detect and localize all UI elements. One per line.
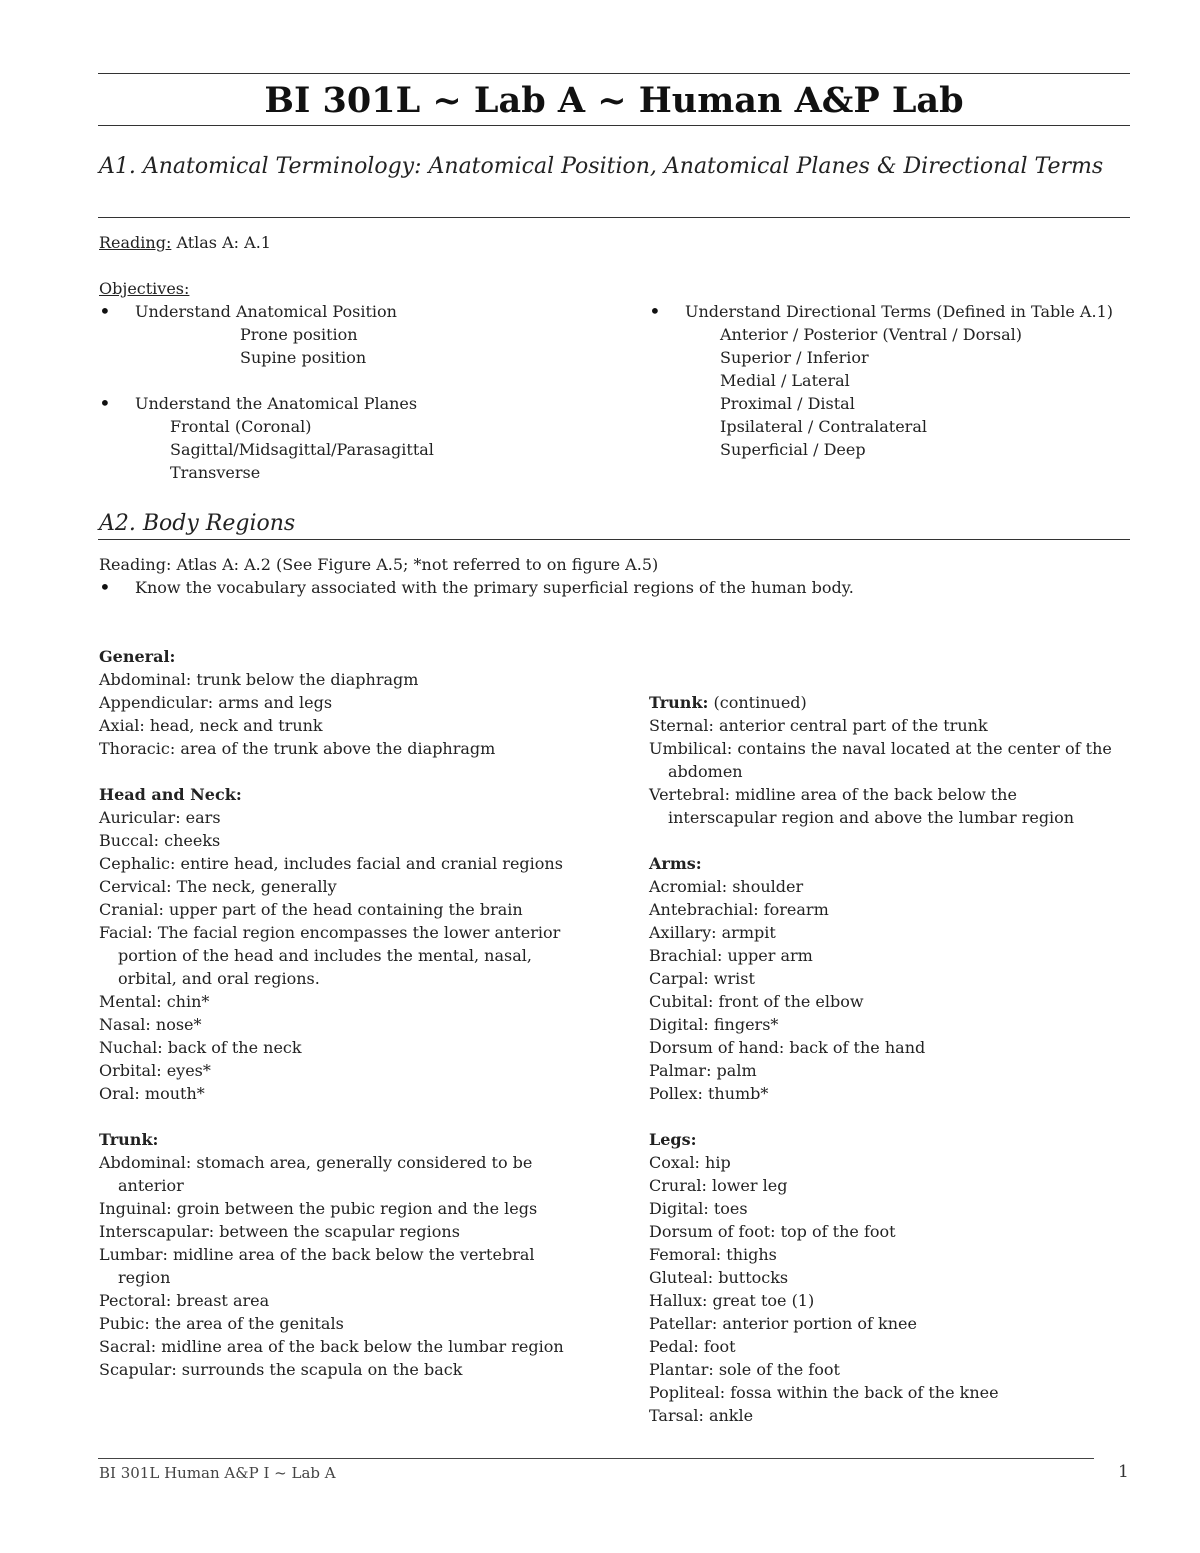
region-entry: Auricular: ears (99, 808, 221, 827)
bullet-icon (99, 300, 109, 324)
trunk-continued-suffix: (continued) (708, 693, 807, 712)
region-entry: Dorsum of hand: back of the hand (649, 1038, 926, 1057)
section-a1-heading: A1. Anatomical Terminology: Anatomical Position, Anatomical Planes & Directional Terms (99, 154, 1104, 179)
region-entry: Vertebral: midline area of the back below the interscapular region and above the lumbar region (649, 785, 1075, 827)
region-entry: Femoral: thighs (649, 1245, 777, 1264)
objective-label: Understand the Anatomical Planes (135, 394, 418, 413)
region-entry: Cranial: upper part of the head containing the brain (99, 900, 523, 919)
title-top-rule (98, 73, 1130, 74)
sublist-item: Supine position (240, 348, 367, 367)
sublist-item: Prone position (240, 325, 358, 344)
footer-text: BI 301L Human A&P I ~ Lab A (99, 1464, 336, 1482)
region-entry: Digital: toes (649, 1199, 748, 1218)
region-entry: Hallux: great toe (1) (649, 1291, 815, 1310)
region-entry: Cubital: front of the elbow (649, 992, 864, 1011)
region-entry: Antebrachial: forearm (649, 900, 829, 919)
a1-reading (99, 231, 271, 254)
footer-rule (98, 1458, 1094, 1459)
region-entry: Interscapular: between the scapular regions (99, 1222, 460, 1241)
region-entry: Pectoral: breast area (99, 1291, 270, 1310)
region-entry: Sternal: anterior central part of the trunk (649, 716, 988, 735)
page-number: 1 (1118, 1462, 1129, 1482)
region-entry: Inguinal: groin between the pubic region and the legs (99, 1199, 538, 1218)
sublist-item: Sagittal/Midsagittal/Parasagittal (170, 440, 434, 459)
head-neck-heading: Head and Neck: (99, 785, 242, 804)
region-entry: Pubic: the area of the genitals (99, 1314, 344, 1333)
region-entry: Scapular: surrounds the scapula on the back (99, 1360, 463, 1379)
sublist-item: Frontal (Coronal) (170, 417, 312, 436)
region-entry: Pedal: foot (649, 1337, 736, 1356)
region-entry: Nuchal: back of the neck (99, 1038, 302, 1057)
region-entry: Pollex: thumb* (649, 1084, 769, 1103)
sublist-item: Superficial / Deep (720, 440, 866, 459)
region-entry: Brachial: upper arm (649, 946, 813, 965)
region-entry: Carpal: wrist (649, 969, 755, 988)
region-entry: Digital: fingers* (649, 1015, 779, 1034)
section-a2-heading: A2. Body Regions (99, 511, 296, 536)
region-entry: Axillary: armpit (649, 923, 776, 942)
region-entry: Thoracic: area of the trunk above the diaphragm (99, 739, 496, 758)
bullet-icon (99, 576, 109, 600)
sublist-item: Proximal / Distal (720, 394, 855, 413)
region-entry: Oral: mouth* (99, 1084, 205, 1103)
bullet-icon (649, 300, 659, 324)
region-entry: Umbilical: contains the naval located at the center of the abdomen (649, 739, 1112, 781)
region-entry: Abdominal: stomach area, generally considered to be anterior (99, 1153, 533, 1195)
trunk-continued-heading (649, 691, 1129, 714)
region-entry: Facial: The facial region encompasses the lower anterior portion of the head and includes the mental, nasal, orbital, and oral regions. (99, 923, 561, 988)
region-entry: Appendicular: arms and legs (99, 693, 333, 712)
region-entry: Nasal: nose* (99, 1015, 202, 1034)
legs-heading: Legs: (649, 1130, 697, 1149)
region-entry: Plantar: sole of the foot (649, 1360, 840, 1379)
section-a2-rule (98, 539, 1130, 540)
region-entry: Dorsum of foot: top of the foot (649, 1222, 896, 1241)
sublist-item: Ipsilateral / Contralateral (720, 417, 927, 436)
region-entry: Cephalic: entire head, includes facial and cranial regions (99, 854, 563, 873)
region-entry: Popliteal: fossa within the back of the knee (649, 1383, 999, 1402)
region-entry: Gluteal: buttocks (649, 1268, 789, 1287)
region-entry: Lumbar: midline area of the back below the vertebral region (99, 1245, 535, 1287)
region-entry: Orbital: eyes* (99, 1061, 211, 1080)
region-entry: Abdominal: trunk below the diaphragm (99, 670, 419, 689)
bullet-icon (99, 392, 109, 416)
a2-bullet-text: Know the vocabulary associated with the primary superficial regions of the human body. (135, 578, 854, 597)
region-entry: Tarsal: ankle (649, 1406, 754, 1425)
region-entry: Palmar: palm (649, 1061, 757, 1080)
a1-reading-text: Atlas A: A.1 (171, 233, 271, 252)
section-a1-rule (98, 217, 1130, 218)
a1-reading-label: Reading: (99, 233, 172, 252)
title-bottom-rule (98, 125, 1130, 126)
region-entry: Acromial: shoulder (649, 877, 804, 896)
objective-label: Understand Anatomical Position (135, 302, 397, 321)
region-entry: Axial: head, neck and trunk (99, 716, 323, 735)
objective-label: Understand Directional Terms (Defined in Table A.1) (685, 302, 1113, 321)
regions-left-column (99, 645, 579, 1381)
region-entry: Crural: lower leg (649, 1176, 788, 1195)
sublist-item: Anterior / Posterior (Ventral / Dorsal) (720, 325, 1022, 344)
region-entry: Coxal: hip (649, 1153, 731, 1172)
region-entry: Sacral: midline area of the back below the lumbar region (99, 1337, 564, 1356)
region-entry: Cervical: The neck, generally (99, 877, 337, 896)
trunk-continued-label: Trunk: (649, 693, 709, 712)
a2-reading: Reading: Atlas A: A.2 (See Figure A.5; *not referred to on figure A.5) (99, 555, 659, 574)
region-entry: Mental: chin* (99, 992, 210, 1011)
planes-sublist (170, 415, 434, 484)
arms-heading: Arms: (649, 854, 702, 873)
region-entry: Buccal: cheeks (99, 831, 221, 850)
sublist-item: Transverse (170, 463, 261, 482)
region-entry: Patellar: anterior portion of knee (649, 1314, 917, 1333)
trunk-heading: Trunk: (99, 1130, 159, 1149)
directional-sublist (720, 323, 1022, 461)
sublist-item: Medial / Lateral (720, 371, 850, 390)
a1-objectives-label: Objectives: (99, 279, 190, 298)
general-heading: General: (99, 647, 176, 666)
position-sublist (240, 323, 366, 369)
sublist-item: Superior / Inferior (720, 348, 869, 367)
regions-right-column (649, 691, 1129, 1427)
page-title: BI 301L ~ Lab A ~ Human A&P Lab (264, 80, 964, 121)
